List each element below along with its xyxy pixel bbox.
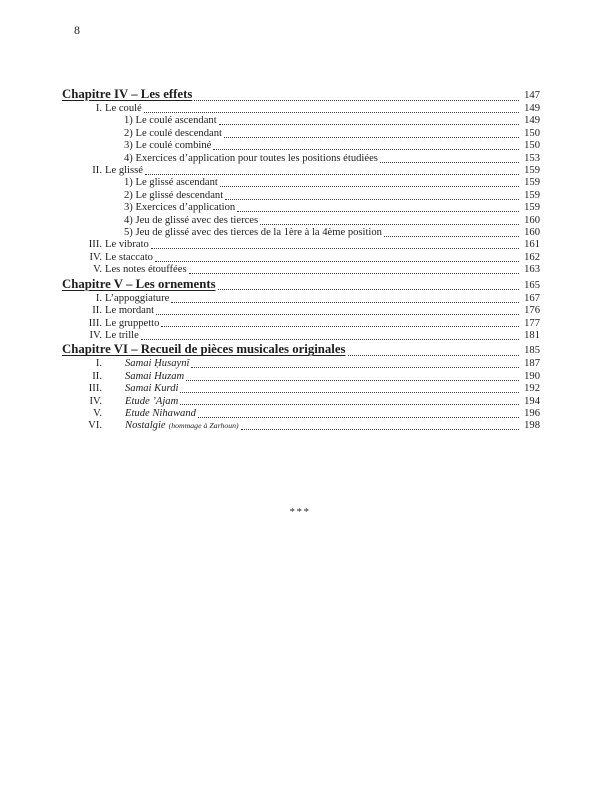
separator-asterisks: *** xyxy=(289,506,311,518)
toc-chapter-row xyxy=(62,277,540,293)
toc-item-row xyxy=(62,165,540,177)
toc-dot-leader xyxy=(180,392,519,393)
toc-dot-leader xyxy=(213,149,519,150)
toc-item-row xyxy=(62,215,540,227)
toc-item-label: L’appoggiature xyxy=(105,292,170,304)
toc-dot-leader xyxy=(260,224,519,225)
toc-item-numeral: III. xyxy=(88,317,102,329)
toc-item-label: Nostalgie xyxy=(125,420,166,432)
toc-chapter-row xyxy=(62,87,540,103)
toc-item-numeral: IV. xyxy=(89,251,102,263)
toc-item-label: Samai Huzam xyxy=(125,370,185,382)
toc-item-row xyxy=(62,227,540,239)
toc-page-number: 194 xyxy=(524,395,540,407)
toc-item-row xyxy=(62,358,540,370)
toc-item-label: Le vibrato xyxy=(105,239,149,251)
toc-item-numeral: IV. xyxy=(89,395,102,407)
toc-dot-leader xyxy=(161,326,519,327)
toc-page-number: 159 xyxy=(524,177,540,189)
toc-item-label: Le trille xyxy=(105,329,139,341)
toc-dot-leader xyxy=(151,248,519,249)
toc-dot-leader xyxy=(189,273,519,274)
toc-item-label: 3) Exercices d’application xyxy=(124,202,236,214)
toc-item-label: 2) Le glissé descendant xyxy=(124,189,224,201)
toc-dot-leader xyxy=(224,137,519,138)
toc-dot-leader xyxy=(348,355,519,356)
toc-page-number: 159 xyxy=(524,165,540,177)
toc-item-row xyxy=(62,115,540,127)
toc-page-number: 149 xyxy=(524,115,540,127)
toc-item-row xyxy=(62,153,540,165)
toc-dot-leader xyxy=(237,211,519,212)
toc-page-number: 150 xyxy=(524,127,540,139)
toc-item-row xyxy=(62,190,540,202)
toc-page-number: 159 xyxy=(524,202,540,214)
toc-item-label: Samai Ḥusaynî xyxy=(125,358,190,370)
toc-page-number: 160 xyxy=(524,227,540,239)
toc-dot-leader xyxy=(384,236,519,237)
toc-page-number: 159 xyxy=(524,189,540,201)
toc-page-number: 165 xyxy=(524,279,540,291)
toc-item-row xyxy=(62,293,540,305)
toc-page-number: 149 xyxy=(524,103,540,114)
toc-chapter-row xyxy=(62,342,540,358)
toc-item-row xyxy=(62,177,540,189)
toc-item-numeral: V. xyxy=(93,407,102,419)
toc-page-number: 162 xyxy=(524,251,540,263)
toc-page-number: 185 xyxy=(524,345,540,357)
toc-dot-leader xyxy=(144,112,519,113)
toc-page-number: 196 xyxy=(524,407,540,419)
toc-item-label: 4) Exercices d’application pour toutes les positions étudiées xyxy=(124,152,378,164)
toc-page-number: 160 xyxy=(524,214,540,226)
toc-item-numeral: I. xyxy=(95,103,102,114)
toc-dot-leader xyxy=(186,380,519,381)
toc-item-row xyxy=(62,383,540,395)
toc-item-row xyxy=(62,396,540,408)
toc-chapter-title: Chapitre VI – Recueil de pièces musicales originales xyxy=(62,342,346,357)
toc-item-row xyxy=(62,264,540,276)
toc-item-row xyxy=(62,371,540,383)
toc-item-label: 1) Le coulé ascendant xyxy=(124,115,217,127)
toc-item-label: 3) Le coulé combiné xyxy=(124,140,212,152)
toc-item-row xyxy=(62,252,540,264)
toc-page-number: 177 xyxy=(524,317,540,329)
toc-item-row xyxy=(62,408,540,420)
toc-item-numeral: IV. xyxy=(89,329,102,341)
toc-dot-leader xyxy=(218,289,519,290)
toc-dot-leader xyxy=(380,162,519,163)
toc-dot-leader xyxy=(156,314,519,315)
toc-item-label: 2) Le coulé descendant xyxy=(124,127,222,139)
toc-dot-leader xyxy=(198,417,519,418)
toc-item-numeral: III. xyxy=(88,239,102,251)
toc-item-numeral: VI. xyxy=(88,420,102,432)
toc-item-numeral: II. xyxy=(92,305,102,317)
toc-item-label: Samai Kurdi xyxy=(125,383,179,395)
toc-dot-leader xyxy=(155,261,519,262)
toc-page-number: 192 xyxy=(524,383,540,395)
toc-page-number: 190 xyxy=(524,370,540,382)
toc-page-number: 150 xyxy=(524,140,540,152)
toc-item-label: Les notes étouffées xyxy=(105,264,187,276)
toc-item-row xyxy=(62,305,540,317)
toc-item-label: Le coulé xyxy=(105,103,142,114)
toc-item-label: 4) Jeu de glissé avec des tierces xyxy=(124,214,259,226)
toc-dot-leader xyxy=(194,100,519,101)
toc-item-row xyxy=(62,140,540,152)
toc-item-row xyxy=(62,239,540,251)
toc-dot-leader xyxy=(145,174,519,175)
toc-dot-leader xyxy=(225,199,519,200)
toc-item-label: Etude ’Ajam xyxy=(125,395,179,407)
toc-item-label: Le staccato xyxy=(105,251,153,263)
toc-item-row xyxy=(62,330,540,342)
toc-page-number: 181 xyxy=(524,329,540,341)
toc-page-number: 153 xyxy=(524,152,540,164)
toc-item-row xyxy=(62,420,540,432)
page-number: 8 xyxy=(74,23,80,37)
toc-dot-leader xyxy=(220,186,519,187)
toc-page-number: 187 xyxy=(524,358,540,370)
toc-dot-leader xyxy=(180,404,519,405)
toc-item-label: 1) Le glissé ascendant xyxy=(124,177,218,189)
toc-chapter-title: Chapitre IV – Les effets xyxy=(62,87,193,101)
toc-item-suffix: (hommage à Zarhoun) xyxy=(168,421,239,431)
toc-page-number: 147 xyxy=(524,90,540,101)
toc-item-row xyxy=(62,128,540,140)
toc-item-numeral: II. xyxy=(92,165,102,177)
toc-dot-leader xyxy=(141,339,519,340)
toc-page-number: 163 xyxy=(524,264,540,276)
toc-page-number: 198 xyxy=(524,420,540,432)
toc-item-row xyxy=(62,103,540,115)
toc-page-number: 161 xyxy=(524,239,540,251)
toc-item-row xyxy=(62,202,540,214)
toc-chapter-title: Chapitre V – Les ornements xyxy=(62,276,216,291)
toc-dot-leader xyxy=(171,302,519,303)
toc-dot-leader xyxy=(241,429,519,430)
toc-dot-leader xyxy=(219,124,519,125)
toc-item-numeral: V. xyxy=(93,264,102,276)
toc-page-number: 176 xyxy=(524,305,540,317)
toc-item-numeral: I. xyxy=(95,358,102,370)
toc-item-label: Le glissé xyxy=(105,165,143,177)
toc-item-label: Le gruppetto xyxy=(105,317,160,329)
toc-dot-leader xyxy=(191,367,519,368)
toc-item-label: 5) Jeu de glissé avec des tierces de la 1ère à la 4ème position xyxy=(124,227,382,239)
toc-item-numeral: II. xyxy=(92,370,102,382)
toc-item-row xyxy=(62,318,540,330)
toc-item-label: Etude Nihawand xyxy=(125,407,196,419)
toc-page-number: 167 xyxy=(524,292,540,304)
toc-item-numeral: III. xyxy=(88,383,102,395)
toc-item-numeral: I. xyxy=(95,292,102,304)
table-of-contents xyxy=(62,87,540,433)
toc-item-label: Le mordant xyxy=(105,305,155,317)
